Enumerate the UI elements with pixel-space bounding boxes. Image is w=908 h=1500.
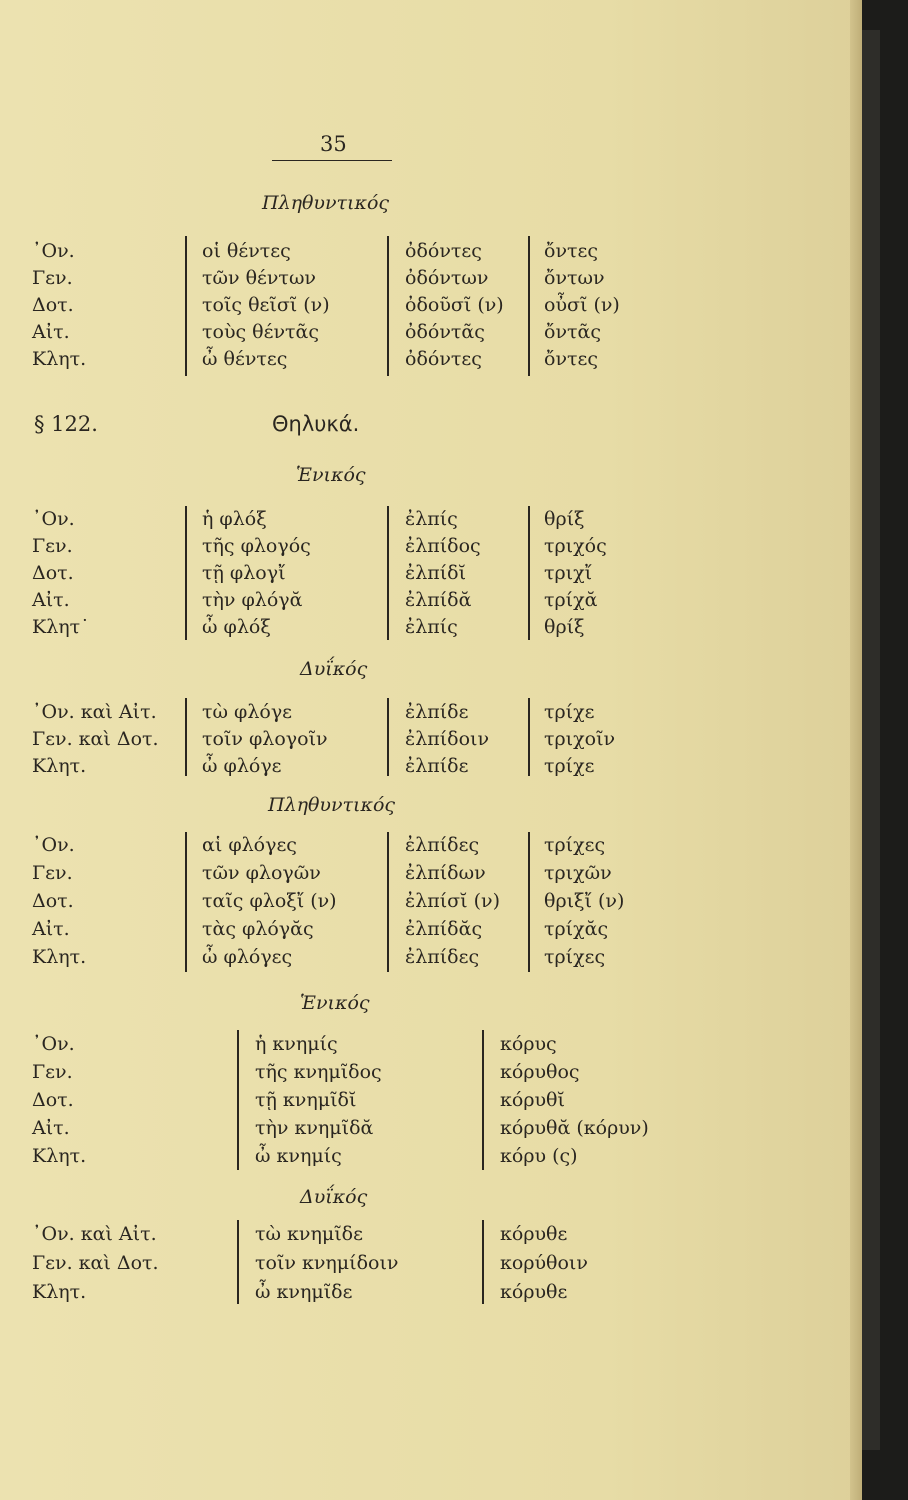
- form-cell: κορύθοιν: [500, 1252, 588, 1274]
- form-cell: κόρυθε: [500, 1223, 568, 1245]
- case-label: Κλητ.: [32, 1281, 87, 1303]
- case-label: ᾽Ον.: [32, 240, 75, 262]
- form-cell: τῇ φλογἴ: [202, 562, 286, 584]
- form-cell: τρίχᾰς: [544, 918, 609, 940]
- section-title: Θηλυκά.: [272, 412, 360, 436]
- case-label: Κλητ.: [32, 348, 87, 370]
- block2-divider-2: [387, 506, 389, 640]
- form-cell: κόρυθῐ: [500, 1089, 565, 1111]
- form-cell: κόρυθος: [500, 1061, 580, 1083]
- form-cell: οὖσῖ (ν): [544, 294, 620, 316]
- case-label: ᾽Ον.: [32, 834, 75, 856]
- case-label: Κλητ.: [32, 755, 87, 777]
- page-number-rule: [272, 160, 392, 161]
- form-cell: ἐλπίδες: [405, 946, 480, 968]
- block3-divider-2: [387, 698, 389, 776]
- form-cell: ὀδόντες: [405, 348, 482, 370]
- block1-divider-3: [528, 236, 530, 376]
- case-label: Αἰτ.: [32, 321, 70, 343]
- case-label: Γεν.: [32, 535, 73, 557]
- block3-divider-1: [185, 698, 187, 776]
- form-cell: κόρυ (ς): [500, 1145, 578, 1167]
- form-cell: ὦ φλόξ: [202, 616, 271, 638]
- block4-divider-2: [387, 832, 389, 972]
- form-cell: τὼ φλόγε: [202, 701, 293, 723]
- form-cell: ἐλπίδᾰ: [405, 589, 472, 611]
- form-cell: τῆς φλογός: [202, 535, 311, 557]
- block6-heading: Δυΐκός: [300, 1186, 368, 1208]
- book-spine-edge: [862, 30, 880, 1450]
- case-label: ᾽Ον. καὶ Αἰτ.: [32, 701, 157, 723]
- form-cell: τὼ κνημῖδε: [255, 1223, 363, 1245]
- form-cell: ὦ κνημίς: [255, 1145, 342, 1167]
- form-cell: ταῖς φλοξἴ (ν): [202, 890, 337, 912]
- form-cell: τριχός: [544, 535, 607, 557]
- case-label: Αἰτ.: [32, 918, 70, 940]
- block4-heading: Πληθυντικός: [268, 794, 396, 816]
- form-cell: ὄντων: [544, 267, 605, 289]
- block2-heading: Ἑνικός: [296, 464, 366, 486]
- case-label: Κλητ.: [32, 946, 87, 968]
- case-label: Κλητ.: [32, 1145, 87, 1167]
- case-label: ᾽Ον.: [32, 508, 75, 530]
- case-label: Αἰτ.: [32, 589, 70, 611]
- form-cell: τῶν φλογῶν: [202, 862, 321, 884]
- block4-divider-3: [528, 832, 530, 972]
- case-label: Δοτ.: [32, 1089, 74, 1111]
- form-cell: ὄντες: [544, 348, 598, 370]
- form-cell: ὄντᾶς: [544, 321, 601, 343]
- form-cell: τὴν φλόγᾰ: [202, 589, 303, 611]
- block5-divider-2: [482, 1030, 484, 1170]
- section-mark: § 122.: [34, 412, 98, 436]
- case-label: Δοτ.: [32, 562, 74, 584]
- form-cell: τριχἴ: [544, 562, 593, 584]
- form-cell: ὀδόντες: [405, 240, 482, 262]
- form-cell: ἐλπίδων: [405, 862, 486, 884]
- form-cell: ἡ φλόξ: [202, 508, 267, 530]
- form-cell: τὰς φλόγᾰς: [202, 918, 314, 940]
- form-cell: ὀδόντᾶς: [405, 321, 485, 343]
- form-cell: ἐλπίδοιν: [405, 728, 490, 750]
- form-cell: τρίχᾰ: [544, 589, 598, 611]
- form-cell: τρίχες: [544, 946, 606, 968]
- case-label: Δοτ.: [32, 890, 74, 912]
- form-cell: τρίχε: [544, 755, 595, 777]
- form-cell: οἱ θέντες: [202, 240, 291, 262]
- form-cell: τῇ κνημῖδῐ: [255, 1089, 357, 1111]
- form-cell: ἐλπίδῐ: [405, 562, 467, 584]
- form-cell: ὦ φλόγες: [202, 946, 293, 968]
- case-label: Γεν. καὶ Δοτ.: [32, 728, 159, 750]
- case-label: ᾽Ον. καὶ Αἰτ.: [32, 1223, 157, 1245]
- form-cell: ἐλπίς: [405, 508, 458, 530]
- case-label: ᾽Ον.: [32, 1033, 75, 1055]
- form-cell: αἱ φλόγες: [202, 834, 297, 856]
- block2-divider-3: [528, 506, 530, 640]
- form-cell: ὦ θέντες: [202, 348, 288, 370]
- page-number: 35: [320, 132, 347, 156]
- form-cell: ὀδοῦσῖ (ν): [405, 294, 504, 316]
- form-cell: ὦ κνημῖδε: [255, 1281, 353, 1303]
- form-cell: ἐλπίδος: [405, 535, 481, 557]
- block5-heading: Ἑνικός: [300, 992, 370, 1014]
- block5-divider-1: [237, 1030, 239, 1170]
- case-label: Κλητ˙: [32, 616, 90, 638]
- form-cell: κόρυς: [500, 1033, 557, 1055]
- form-cell: ἐλπίδε: [405, 701, 469, 723]
- case-label: Αἰτ.: [32, 1117, 70, 1139]
- form-cell: ἡ κνημίς: [255, 1033, 338, 1055]
- form-cell: τῶν θέντων: [202, 267, 316, 289]
- form-cell: τρίχε: [544, 701, 595, 723]
- case-label: Γεν.: [32, 1061, 73, 1083]
- page-edge: [850, 0, 862, 1500]
- form-cell: τριχοῖν: [544, 728, 616, 750]
- form-cell: τριχῶν: [544, 862, 612, 884]
- form-cell: ὦ φλόγε: [202, 755, 282, 777]
- form-cell: ἐλπίς: [405, 616, 458, 638]
- form-cell: τοῖν φλογοῖν: [202, 728, 328, 750]
- case-label: Γεν. καὶ Δοτ.: [32, 1252, 159, 1274]
- form-cell: ὀδόντων: [405, 267, 489, 289]
- case-label: Γεν.: [32, 267, 73, 289]
- form-cell: ἐλπίδᾰς: [405, 918, 483, 940]
- form-cell: θριξἴ (ν): [544, 890, 625, 912]
- form-cell: τὴν κνημῖδᾰ: [255, 1117, 374, 1139]
- form-cell: ἐλπίσῐ (ν): [405, 890, 501, 912]
- block6-divider-2: [482, 1220, 484, 1304]
- form-cell: ἐλπίδε: [405, 755, 469, 777]
- form-cell: τῆς κνημῖδος: [255, 1061, 382, 1083]
- block1-heading: Πληθυντικός: [262, 192, 390, 214]
- form-cell: τρίχες: [544, 834, 606, 856]
- block6-divider-1: [237, 1220, 239, 1304]
- form-cell: κόρυθε: [500, 1281, 568, 1303]
- block1-divider-2: [387, 236, 389, 376]
- form-cell: τοῖν κνημίδοιν: [255, 1252, 399, 1274]
- block3-divider-3: [528, 698, 530, 776]
- case-label: Δοτ.: [32, 294, 74, 316]
- block2-divider-1: [185, 506, 187, 640]
- block4-divider-1: [185, 832, 187, 972]
- block1-divider-1: [185, 236, 187, 376]
- form-cell: ὄντες: [544, 240, 598, 262]
- form-cell: τοῖς θεῖσῖ (ν): [202, 294, 330, 316]
- form-cell: τοὺς θέντᾶς: [202, 321, 319, 343]
- block3-heading: Δυΐκός: [300, 658, 368, 680]
- form-cell: κόρυθᾰ (κόρυν): [500, 1117, 649, 1139]
- form-cell: θρίξ: [544, 616, 585, 638]
- case-label: Γεν.: [32, 862, 73, 884]
- form-cell: θρίξ: [544, 508, 585, 530]
- form-cell: ἐλπίδες: [405, 834, 480, 856]
